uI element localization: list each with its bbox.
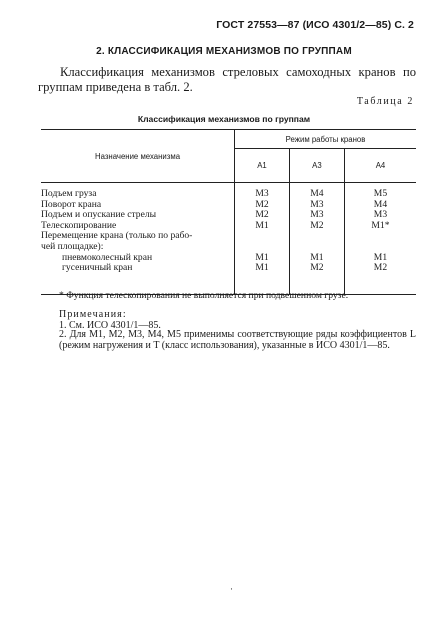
cell-a3 — [289, 242, 344, 253]
cell-a4 — [344, 231, 416, 242]
cell-a4: M3 — [344, 210, 416, 221]
cell-a3: M2 — [289, 263, 344, 294]
cell-a1: M1 — [235, 253, 290, 264]
notes-title: Примечания: — [59, 309, 127, 320]
cell-a1 — [235, 242, 290, 253]
row-name: Подъем груза — [41, 188, 97, 199]
header-class-a3: A3 — [289, 149, 344, 183]
cell-a4: M1 — [344, 253, 416, 264]
cell-a3: M3 — [289, 200, 344, 211]
row-name: Подъем и опускание стрелы — [41, 209, 157, 221]
cell-a4 — [344, 242, 416, 253]
row-name: гусеничный кран — [41, 263, 235, 294]
table-title: Классификация механизмов по группам — [137, 114, 311, 124]
header-class-a4: A4 — [344, 149, 416, 183]
table-row — [41, 183, 416, 200]
table-label: Таблица 2 — [356, 96, 414, 107]
cell-a4: M1* — [344, 221, 416, 232]
page-mark: · — [230, 584, 233, 594]
row-name: пневмоколесный кран — [62, 251, 153, 263]
cell-a1: M2 — [235, 200, 290, 211]
cell-a3: M3 — [289, 210, 344, 221]
cell-a4: M5 — [344, 183, 416, 200]
cell-a4: M4 — [344, 200, 416, 211]
intro-paragraph: Классификация механизмов стреловых самоходных кранов по группам приведена в табл. 2. — [38, 65, 416, 94]
row-name: Поворот крана — [41, 198, 102, 210]
header-regime: Режим работы кранов — [235, 130, 417, 149]
note-item: 1. См. ИСО 4301/1—85. — [59, 320, 161, 331]
table-footnote: * Функция телескопирования не выполняется при подвешенном грузе. — [59, 290, 349, 301]
note-item: 2. Для M1, M2, M3, M4, M5 применимы соответствующие ряды коэффициентов L (режим нагружения и T (класс использования), указанные в ИСО 4301/1—85. — [59, 329, 416, 351]
classification-table — [41, 129, 416, 295]
cell-a4: M2 — [344, 263, 416, 294]
section-title: 2. КЛАССИФИКАЦИЯ МЕХАНИЗМОВ ПО ГРУППАМ — [96, 46, 352, 57]
cell-a1 — [235, 231, 290, 242]
cell-a1: M1 — [235, 221, 290, 232]
cell-a3: M4 — [289, 183, 344, 200]
row-name: чей площадке): — [41, 240, 104, 252]
table-row — [41, 242, 416, 253]
header-class-a1: A1 — [235, 149, 290, 183]
cell-a3: M2 — [289, 221, 344, 232]
cell-a1: M1 — [235, 263, 290, 294]
row-name: Телескопирование — [41, 219, 117, 231]
row-name: Перемещение крана (только по рабо- — [41, 230, 193, 242]
cell-a1: M2 — [235, 210, 290, 221]
cell-a3 — [289, 231, 344, 242]
running-header: ГОСТ 27553—87 (ИСО 4301/2—85) С. 2 — [216, 19, 414, 31]
cell-a1: M3 — [235, 183, 290, 200]
header-purpose: Назначение механизма — [41, 130, 235, 183]
cell-a3: M1 — [289, 253, 344, 264]
